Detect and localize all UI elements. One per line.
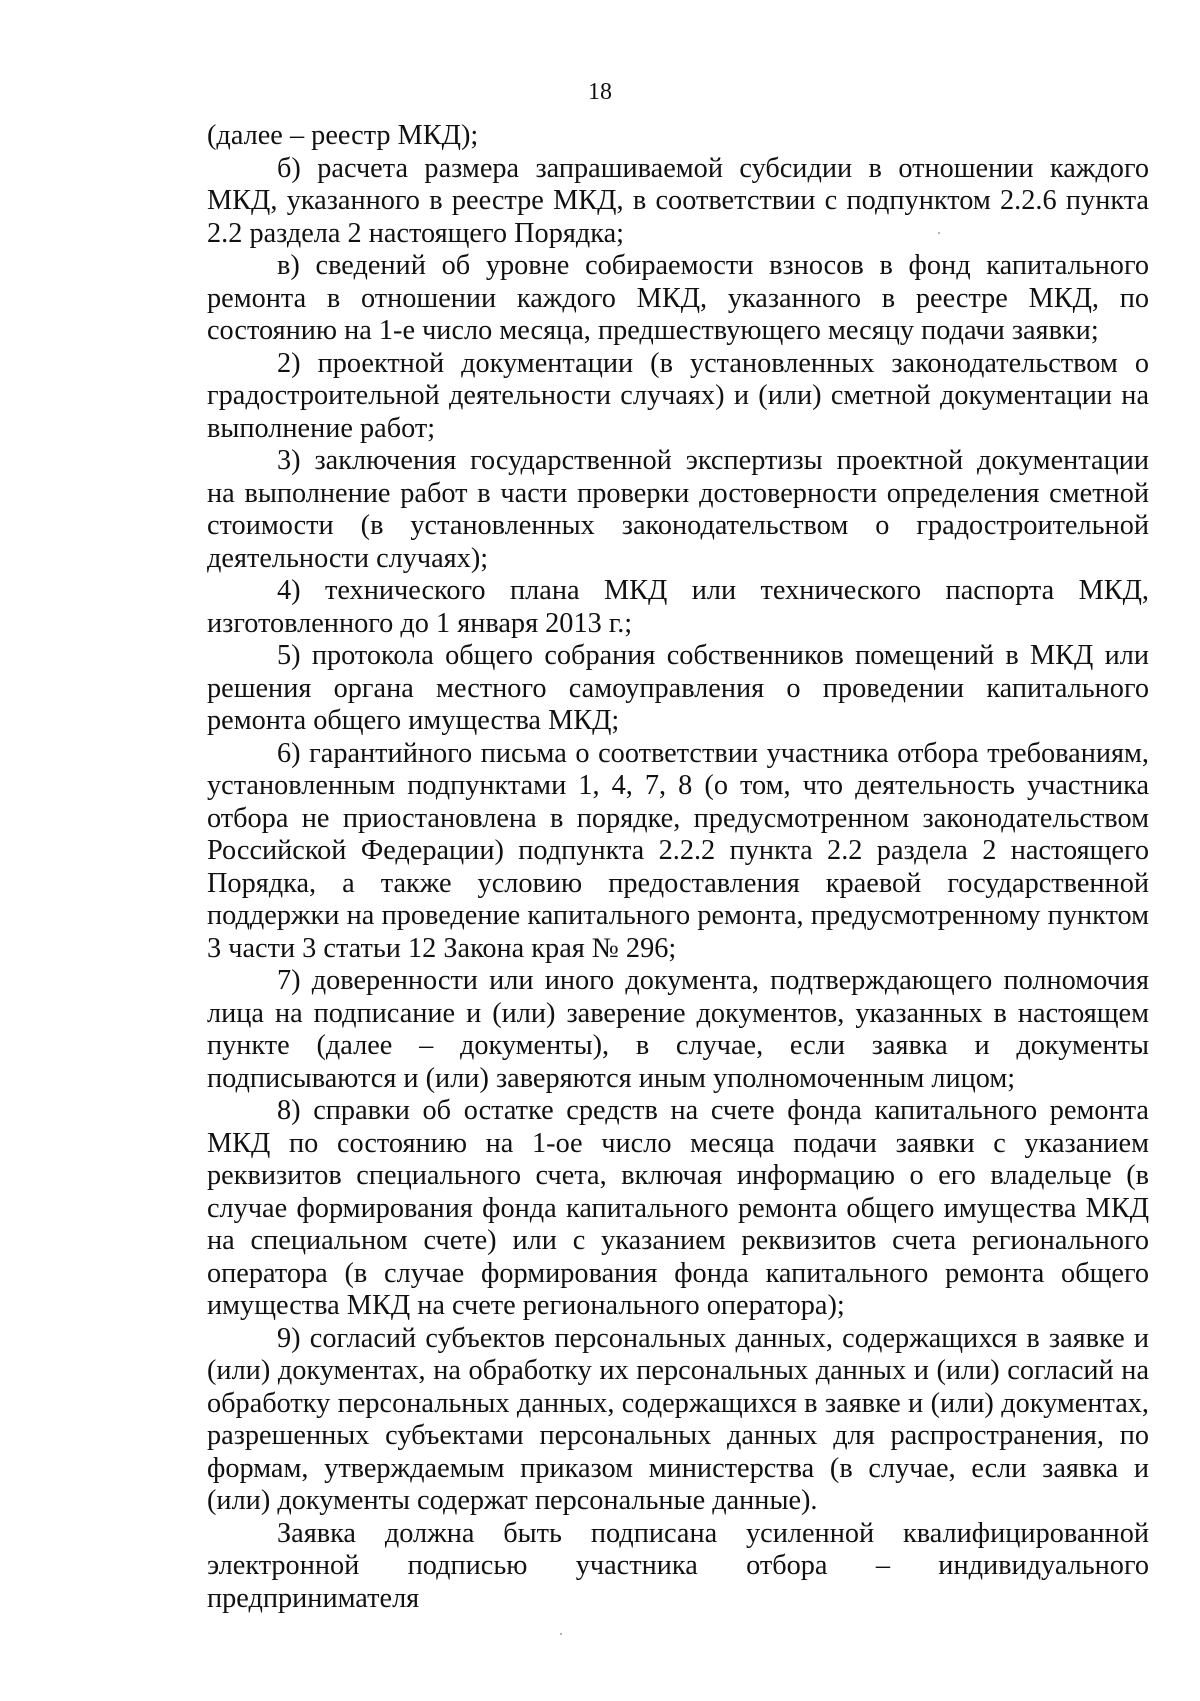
paragraph: 7) доверенности или иного документа, подтверждающего полномочия лица на подписание и (или) заверение документов, указанных в настоящем пункте (далее – документы), в случае, если заявка и документы подписываются и (или) заверяются иным уполномоченным лицом; xyxy=(207,965,1149,1094)
paragraph: б) расчета размера запрашиваемой субсидии в отношении каждого МКД, указанного в реестре МКД, в соответствии с подпунктом 2.2.6 пункта 2.2 раздела 2 настоящего Порядка; xyxy=(207,152,1149,249)
paragraph: (далее – реестр МКД); xyxy=(207,120,479,151)
paragraph: Заявка должна быть подписана усиленной квалифицированной электронной подписью участника отбора – индивидуального предпринимателя xyxy=(207,1517,1149,1614)
paragraph: 9) согласий субъектов персональных данных, содержащихся в заявке и (или) документах, на обработку их персональных данных и (или) согласий на обработку персональных данных, содержащихся в заявке и (или) документах, разрешенных субъектами персональных данных для распространения, по формам, утверждаемым приказом министерства (в случае, если заявка и (или) документы содержат персональные данные). xyxy=(207,1322,1149,1516)
paragraph: 2) проектной документации (в установленных законодательством о градостроительной деятельности случаях) и (или) сметной документации на выполнение работ; xyxy=(207,347,1149,444)
paragraph: 6) гарантийного письма о соответствии участника отбора требованиям, установленным подпунктами 1, 4, 7, 8 (о том, что деятельность участника отбора не приостановлена в порядке, предусмотренном законодательством Российской Федерации) подпункта 2.2.2 пункта 2.2 раздела 2 настоящего Порядка, а также условию предоставления краевой государственной поддержки на проведение капитального ремонта, предусмотренному пунктом 3 части 3 статьи 12 Закона края № 296; xyxy=(207,737,1149,964)
paragraph: 3) заключения государственной экспертизы проектной документации на выполнение работ в части проверки достоверности определения сметной стоимости (в установленных законодательством о градостроительной деятельности случаях); xyxy=(207,445,1149,574)
paragraph: 8) справки об остатке средств на счете фонда капитального ремонта МКД по состоянию на 1-ое число месяца подачи заявки с указанием реквизитов специального счета, включая информацию о его владельце (в случае формирования фонда капитального ремонта общего имущества МКД на специальном счете) или с указанием реквизитов счета регионального оператора (в случае формирования фонда капитального ремонта общего имущества МКД на счете регионального оператора); xyxy=(207,1095,1149,1321)
document-body xyxy=(207,120,1149,1615)
scan-speck xyxy=(938,232,940,234)
paragraph: 4) технического плана МКД или технического паспорта МКД, изготовленного до 1 января 2013 г.; xyxy=(207,575,1149,639)
page-number: 18 xyxy=(588,79,612,105)
paragraph: 5) протокола общего собрания собственников помещений в МКД или решения органа местного самоуправления о проведении капитального ремонта общего имущества МКД; xyxy=(207,640,1149,736)
paragraph: в) сведений об уровне собираемости взносов в фонд капитального ремонта в отношении каждого МКД, указанного в реестре МКД, по состоянию на 1-е число месяца, предшествующего месяцу подачи заявки; xyxy=(207,250,1149,346)
scan-speck xyxy=(560,1633,562,1635)
